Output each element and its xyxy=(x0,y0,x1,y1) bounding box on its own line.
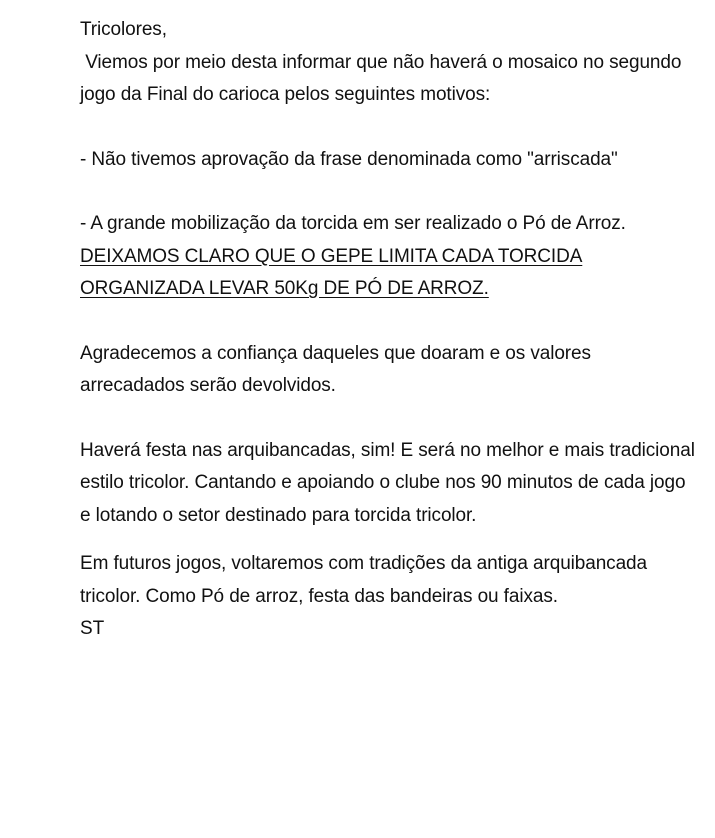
party-paragraph: Haverá festa nas arquibancadas, sim! E será no melhor e mais tradicional estilo tricolor. Cantando e apoiando o clube nos 90 minutos de cada jogo e lotando o setor destinado para torcida tricolor. xyxy=(80,439,695,526)
letter-body xyxy=(80,14,700,646)
reason-two-emphasis: DEIXAMOS CLARO QUE O GEPE LIMITA CADA TORCIDA ORGANIZADA LEVAR 50Kg DE PÓ DE ARROZ. xyxy=(80,245,583,299)
reason-two-paragraph xyxy=(80,208,700,306)
reason-one-paragraph: - Não tivemos aprovação da frase denominada como "arriscada" xyxy=(80,148,618,170)
salutation: Tricolores, xyxy=(80,19,167,40)
signature: ST xyxy=(80,618,105,639)
thanks-paragraph: Agradecemos a confiança daqueles que doaram e os valores arrecadados serão devolvidos. xyxy=(80,342,591,396)
reason-two-text: - A grande mobilização da torcida em ser realizado o Pó de Arroz. xyxy=(80,213,626,234)
future-paragraph: Em futuros jogos, voltaremos com tradições da antiga arquibancada tricolor. Como Pó de arroz, festa das bandeiras ou faixas. xyxy=(80,553,647,607)
intro-paragraph: Viemos por meio desta informar que não haverá o mosaico no segundo jogo da Final do carioca pelos seguintes motivos: xyxy=(80,51,687,105)
